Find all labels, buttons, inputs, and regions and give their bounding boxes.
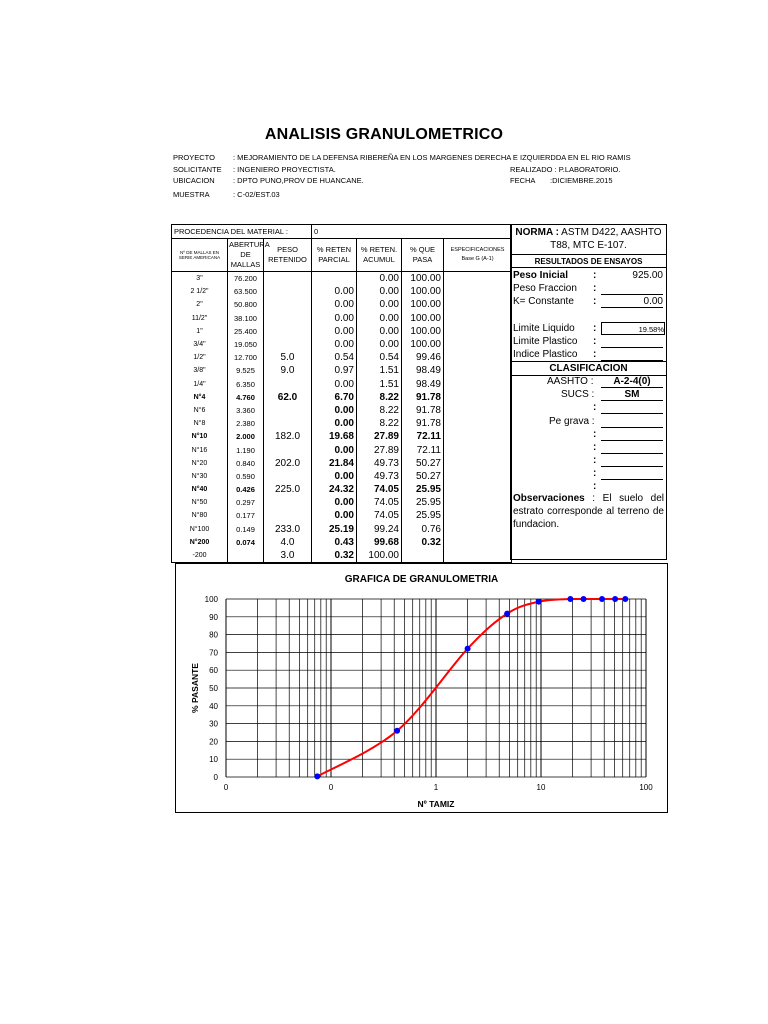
cell-acumul: 27.89	[357, 443, 402, 456]
table-row	[172, 285, 512, 298]
cell-especificaciones	[444, 272, 512, 286]
col-acumul: % RETEN. ACUMUL	[357, 239, 402, 272]
y-tick-label: 30	[209, 719, 218, 729]
cell-especificaciones	[444, 483, 512, 496]
cell-especificaciones	[444, 457, 512, 470]
cell-peso	[264, 285, 312, 298]
cell-peso	[264, 272, 312, 286]
cell-abertura: 4.760	[228, 391, 264, 404]
pe-grava-row	[511, 415, 666, 428]
cell-abertura: 19.050	[228, 338, 264, 351]
x-tick-label: 0	[328, 783, 334, 792]
col-peso: PESO RETENIDO	[264, 239, 312, 272]
cell-abertura: 1.190	[228, 443, 264, 456]
cell-pasa: 72.11	[402, 430, 444, 443]
muestra-label: MUESTRA	[173, 190, 210, 199]
cell-parcial: 0.97	[312, 364, 357, 377]
cell-mallas: N°50	[172, 496, 228, 509]
table-row	[172, 509, 512, 522]
cell-abertura: 0.840	[228, 457, 264, 470]
cell-mallas: N°40	[172, 483, 228, 496]
blank-value	[601, 454, 663, 467]
cell-acumul: 0.54	[357, 351, 402, 364]
y-tick-label: 60	[209, 666, 218, 676]
fecha-label: FECHA	[510, 176, 536, 185]
granulometry-chart	[175, 563, 668, 813]
cell-peso: 3.0	[264, 549, 312, 563]
x-tick-label: 1	[433, 783, 439, 792]
cell-pasa: 100.00	[402, 338, 444, 351]
cell-pasa: 98.49	[402, 378, 444, 391]
cell-peso	[264, 378, 312, 391]
cell-pasa: 72.11	[402, 443, 444, 456]
proyecto-value: : MEJORAMIENTO DE LA DEFENSA RIBEREÑA EN LOS MARGENES DERECHA E IZQUIERDDA EN EL RIO RAMIS	[233, 153, 631, 162]
table-row	[172, 443, 512, 456]
cell-acumul: 0.00	[357, 338, 402, 351]
colon: :	[593, 429, 597, 440]
cell-peso: 4.0	[264, 536, 312, 549]
cell-acumul: 99.24	[357, 523, 402, 536]
table-row	[172, 549, 512, 563]
resultados-title: RESULTADOS DE ENSAYOS	[511, 255, 666, 268]
cell-pasa: 99.46	[402, 351, 444, 364]
table-row	[172, 430, 512, 443]
cell-especificaciones	[444, 298, 512, 311]
cell-especificaciones	[444, 391, 512, 404]
chart-svg	[176, 564, 667, 812]
muestra-value: : C-02/EST.03	[233, 190, 280, 199]
pe-grava-label: Pe grava :	[549, 416, 595, 427]
cell-peso: 233.0	[264, 523, 312, 536]
cell-peso: 202.0	[264, 457, 312, 470]
cell-abertura: 0.590	[228, 470, 264, 483]
cell-pasa: 25.95	[402, 509, 444, 522]
colon: :	[593, 283, 597, 294]
cell-abertura: 3.360	[228, 404, 264, 417]
cell-mallas: N°10	[172, 430, 228, 443]
cell-mallas: 2"	[172, 298, 228, 311]
colon: :	[593, 402, 597, 413]
cell-parcial: 21.84	[312, 457, 357, 470]
cell-especificaciones	[444, 536, 512, 549]
cell-abertura: 50.800	[228, 298, 264, 311]
y-axis-label: % PASANTE	[190, 663, 200, 713]
cell-abertura: 0.426	[228, 483, 264, 496]
table-row	[172, 272, 512, 286]
cell-peso: 62.0	[264, 391, 312, 404]
cell-mallas: 1"	[172, 325, 228, 338]
cell-abertura: 63.500	[228, 285, 264, 298]
cell-pasa: 50.27	[402, 457, 444, 470]
cell-abertura: 2.380	[228, 417, 264, 430]
data-point	[581, 596, 587, 602]
cell-acumul: 8.22	[357, 404, 402, 417]
cell-parcial: 6.70	[312, 391, 357, 404]
data-point	[599, 596, 605, 602]
data-point	[536, 599, 542, 605]
cell-abertura	[228, 549, 264, 563]
table-row	[172, 351, 512, 364]
colon: :	[593, 296, 597, 307]
aashto-label: AASHTO :	[547, 376, 594, 387]
y-tick-label: 80	[209, 630, 218, 640]
results-panel	[510, 224, 667, 560]
peso-inicial-row	[511, 269, 666, 282]
proyecto-label: PROYECTO	[173, 153, 215, 162]
cell-especificaciones	[444, 417, 512, 430]
blank-row	[511, 454, 666, 467]
procedencia-value: 0	[312, 225, 512, 239]
table-row	[172, 536, 512, 549]
peso-inicial-value: 925.00	[632, 270, 663, 281]
cell-peso	[264, 298, 312, 311]
peso-fraccion-label: Peso Fraccion	[513, 283, 577, 294]
observaciones	[513, 492, 664, 531]
ubicacion-value: : DPTO PUNO,PROV DE HUANCANE.	[233, 176, 364, 185]
cell-abertura: 38.100	[228, 312, 264, 325]
cell-peso	[264, 338, 312, 351]
peso-fraccion-row	[511, 282, 666, 295]
page-title: ANALISIS GRANULOMETRICO	[264, 126, 504, 143]
solicitante-value: : INGENIERO PROYECTISTA.	[233, 165, 336, 174]
cell-pasa: 100.00	[402, 272, 444, 286]
fecha-value: :DICIEMBRE.2015	[550, 176, 613, 185]
x-tick-label: 0	[223, 783, 229, 792]
ll-row	[511, 322, 666, 335]
ll-label: Limite Liquido	[513, 323, 575, 334]
cell-pasa: 25.95	[402, 496, 444, 509]
y-tick-label: 50	[209, 684, 218, 693]
cell-abertura: 0.297	[228, 496, 264, 509]
cell-acumul: 0.00	[357, 325, 402, 338]
lp-row	[511, 335, 666, 348]
cell-especificaciones	[444, 364, 512, 377]
cell-mallas: N°8	[172, 417, 228, 430]
data-point	[612, 596, 618, 602]
lp-value	[601, 335, 663, 348]
cell-peso	[264, 404, 312, 417]
table-header	[172, 239, 512, 272]
cell-acumul: 49.73	[357, 470, 402, 483]
obs-label: Observaciones	[513, 493, 585, 504]
ll-value: 19.58%	[601, 322, 665, 335]
cell-pasa: 91.78	[402, 391, 444, 404]
cell-especificaciones	[444, 351, 512, 364]
cell-parcial: 0.00	[312, 378, 357, 391]
cell-pasa: 91.78	[402, 417, 444, 430]
cell-acumul: 99.68	[357, 536, 402, 549]
obs-text: : El suelo del estrato corresponde al terreno de fundacion.	[513, 493, 664, 530]
cell-parcial: 0.00	[312, 417, 357, 430]
data-point	[504, 611, 510, 617]
cell-pasa: 100.00	[402, 312, 444, 325]
norma-label: NORMA :	[515, 227, 559, 238]
cell-acumul: 1.51	[357, 378, 402, 391]
k-label: K= Constante	[513, 296, 574, 307]
cell-parcial: 0.00	[312, 285, 357, 298]
blank-value	[601, 401, 663, 414]
cell-parcial: 0.32	[312, 549, 357, 563]
cell-mallas: N°30	[172, 470, 228, 483]
cell-parcial: 25.19	[312, 523, 357, 536]
cell-mallas: 3/8"	[172, 364, 228, 377]
cell-pasa: 100.00	[402, 325, 444, 338]
cell-abertura: 12.700	[228, 351, 264, 364]
table-row	[172, 312, 512, 325]
cell-abertura: 76.200	[228, 272, 264, 286]
data-point	[567, 596, 573, 602]
aashto-value: A-2-4(0)	[601, 375, 663, 388]
cell-pasa: 100.00	[402, 285, 444, 298]
table-row	[172, 298, 512, 311]
col-parcial: % RETEN PARCIAL	[312, 239, 357, 272]
colon: :	[593, 468, 597, 479]
blank-row	[511, 401, 666, 414]
cell-acumul: 8.22	[357, 391, 402, 404]
cell-especificaciones	[444, 312, 512, 325]
cell-pasa: 100.00	[402, 298, 444, 311]
cell-acumul: 74.05	[357, 483, 402, 496]
cell-acumul: 8.22	[357, 417, 402, 430]
data-point	[394, 728, 400, 734]
sucs-label: SUCS :	[561, 389, 595, 400]
col-mallas: Nº DE MALLAS EN SERIE AMERICANA	[172, 239, 228, 272]
col-abertura: ABERTURA DE MALLAS	[228, 239, 264, 272]
y-tick-label: 40	[209, 701, 218, 711]
cell-peso	[264, 443, 312, 456]
cell-acumul: 100.00	[357, 549, 402, 563]
y-tick-label: 90	[209, 612, 218, 622]
lp-label: Limite Plastico	[513, 336, 578, 347]
table-row	[172, 417, 512, 430]
ip-value	[601, 348, 663, 361]
blank-value	[601, 441, 663, 454]
cell-acumul: 1.51	[357, 364, 402, 377]
blank-value	[601, 467, 663, 480]
cell-especificaciones	[444, 523, 512, 536]
cell-pasa: 0.32	[402, 536, 444, 549]
cell-acumul: 27.89	[357, 430, 402, 443]
cell-acumul: 74.05	[357, 496, 402, 509]
realizado: REALIZADO : P.LABORATORIO.	[510, 165, 621, 174]
ip-row	[511, 348, 666, 361]
cell-peso: 5.0	[264, 351, 312, 364]
cell-parcial: 0.00	[312, 496, 357, 509]
cell-peso	[264, 509, 312, 522]
cell-abertura: 6.350	[228, 378, 264, 391]
pe-grava-value	[601, 415, 663, 428]
sucs-row	[511, 388, 666, 401]
cell-mallas: 1/2"	[172, 351, 228, 364]
norma	[511, 225, 666, 255]
cell-mallas: N°100	[172, 523, 228, 536]
cell-acumul: 0.00	[357, 312, 402, 325]
cell-parcial: 0.00	[312, 338, 357, 351]
cell-abertura: 0.149	[228, 523, 264, 536]
cell-parcial: 0.00	[312, 404, 357, 417]
cell-mallas: 3"	[172, 272, 228, 286]
cell-especificaciones	[444, 496, 512, 509]
cell-parcial: 0.43	[312, 536, 357, 549]
cell-especificaciones	[444, 325, 512, 338]
cell-pasa: 0.76	[402, 523, 444, 536]
cell-pasa: 50.27	[402, 470, 444, 483]
granulometry-table	[171, 224, 512, 563]
table-row	[172, 404, 512, 417]
cell-peso	[264, 325, 312, 338]
ip-label: Indice Plastico	[513, 349, 578, 360]
sucs-value: SM	[601, 388, 663, 401]
table-row	[172, 496, 512, 509]
blank-row	[511, 467, 666, 480]
table-row	[172, 523, 512, 536]
x-tick-label: 10	[536, 783, 546, 792]
cell-mallas: N°4	[172, 391, 228, 404]
cell-mallas: 1/4"	[172, 378, 228, 391]
cell-peso	[264, 470, 312, 483]
blank-value	[601, 428, 663, 441]
cell-parcial: 19.68	[312, 430, 357, 443]
table-row	[172, 325, 512, 338]
blank-row	[511, 428, 666, 441]
k-value: 0.00	[601, 295, 663, 308]
cell-peso: 182.0	[264, 430, 312, 443]
table-row	[172, 470, 512, 483]
cell-abertura: 9.525	[228, 364, 264, 377]
table-row	[172, 483, 512, 496]
cell-especificaciones	[444, 285, 512, 298]
ubicacion-label: UBICACION	[173, 176, 215, 185]
cell-especificaciones	[444, 430, 512, 443]
clasificacion-title: CLASIFICACION	[511, 361, 666, 376]
cell-mallas: 11/2"	[172, 312, 228, 325]
cell-pasa: 91.78	[402, 404, 444, 417]
cell-parcial: 24.32	[312, 483, 357, 496]
cell-mallas: N°80	[172, 509, 228, 522]
x-axis-label: Nº TAMIZ	[417, 799, 455, 809]
cell-acumul: 0.00	[357, 298, 402, 311]
data-point	[314, 773, 320, 779]
colon: :	[593, 270, 597, 281]
cell-acumul: 0.00	[357, 272, 402, 286]
table-row	[172, 338, 512, 351]
cell-mallas: N°20	[172, 457, 228, 470]
cell-parcial: 0.00	[312, 443, 357, 456]
peso-inicial-label: Peso Inicial	[513, 270, 569, 281]
col-especificaciones	[444, 239, 512, 272]
colon: :	[593, 481, 597, 492]
solicitante-label: SOLICITANTE	[173, 165, 222, 174]
especificaciones-label: ESPECIFICACIONES	[450, 247, 505, 253]
colon: :	[593, 349, 597, 360]
procedencia-label: PROCEDENCIA DEL MATERIAL :	[172, 225, 312, 239]
peso-fraccion-value	[601, 282, 663, 295]
cell-parcial: 0.00	[312, 470, 357, 483]
cell-peso	[264, 417, 312, 430]
colon: :	[593, 455, 597, 466]
cell-abertura: 0.074	[228, 536, 264, 549]
cell-mallas: 3/4"	[172, 338, 228, 351]
colon: :	[593, 442, 597, 453]
blank-row	[511, 441, 666, 454]
y-tick-label: 100	[204, 595, 218, 604]
cell-acumul: 0.00	[357, 285, 402, 298]
y-tick-label: 20	[209, 737, 218, 747]
table-row	[172, 364, 512, 377]
cell-especificaciones	[444, 509, 512, 522]
cell-parcial: 0.00	[312, 509, 357, 522]
cell-parcial: 0.54	[312, 351, 357, 364]
y-tick-label: 0	[213, 773, 218, 782]
cell-mallas: N°16	[172, 443, 228, 456]
cell-mallas: N°200	[172, 536, 228, 549]
cell-peso	[264, 496, 312, 509]
cell-acumul: 49.73	[357, 457, 402, 470]
cell-abertura: 0.177	[228, 509, 264, 522]
cell-acumul: 74.05	[357, 509, 402, 522]
k-row	[511, 295, 666, 308]
data-point	[465, 646, 471, 652]
norma-value: ASTM D422, AASHTO T88, MTC E-107.	[550, 227, 662, 251]
cell-peso	[264, 312, 312, 325]
chart-title: GRAFICA DE GRANULOMETRIA	[344, 574, 499, 585]
y-tick-label: 70	[209, 648, 218, 658]
cell-parcial: 0.00	[312, 298, 357, 311]
colon: :	[593, 336, 597, 347]
procedencia-row	[172, 225, 512, 239]
cell-pasa: 98.49	[402, 364, 444, 377]
cell-mallas: 2 1/2"	[172, 285, 228, 298]
aashto-row	[511, 375, 666, 388]
table-row	[172, 378, 512, 391]
cell-pasa	[402, 549, 444, 563]
cell-peso: 225.0	[264, 483, 312, 496]
cell-especificaciones	[444, 443, 512, 456]
cell-parcial: 0.00	[312, 312, 357, 325]
cell-mallas: N°6	[172, 404, 228, 417]
col-pasa: % QUE PASA	[402, 239, 444, 272]
cell-especificaciones	[444, 338, 512, 351]
cell-pasa: 25.95	[402, 483, 444, 496]
table-row	[172, 457, 512, 470]
cell-parcial	[312, 272, 357, 286]
cell-mallas: -200	[172, 549, 228, 563]
data-point	[622, 596, 628, 602]
cell-parcial: 0.00	[312, 325, 357, 338]
cell-especificaciones	[444, 549, 512, 563]
colon: :	[593, 323, 597, 334]
base-label: Base G (A-1)	[461, 256, 494, 262]
cell-especificaciones	[444, 378, 512, 391]
cell-especificaciones	[444, 404, 512, 417]
x-tick-label: 100	[639, 783, 653, 792]
y-tick-label: 10	[209, 755, 218, 765]
cell-peso: 9.0	[264, 364, 312, 377]
cell-abertura: 2.000	[228, 430, 264, 443]
cell-especificaciones	[444, 470, 512, 483]
cell-abertura: 25.400	[228, 325, 264, 338]
table-row	[172, 391, 512, 404]
